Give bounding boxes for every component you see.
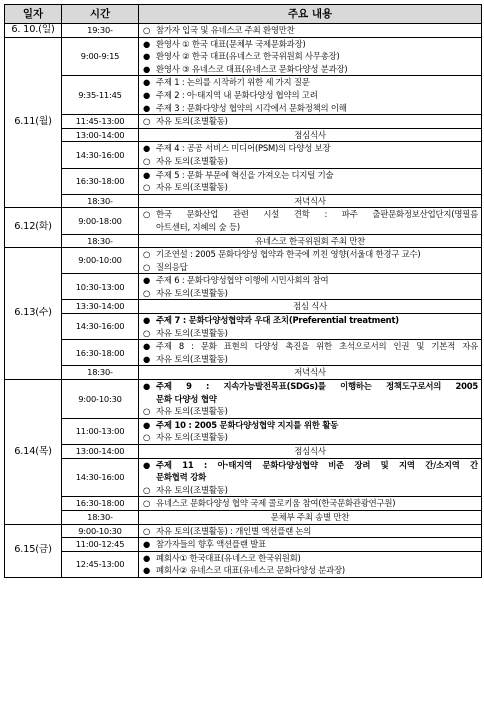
filled-bullet-icon: ● bbox=[143, 102, 151, 113]
agenda-text: 자유 토의(조별활동) bbox=[156, 353, 228, 364]
date-cell: 6.15(금) bbox=[5, 524, 62, 577]
agenda-text: 주제 10 : 2005 문화다양성협약 지지를 위한 활동 bbox=[156, 419, 339, 430]
filled-bullet-icon: ● bbox=[143, 275, 151, 286]
table-header bbox=[5, 5, 482, 24]
filled-bullet-icon: ● bbox=[143, 315, 151, 326]
table-row bbox=[5, 524, 482, 538]
open-bullet-icon: ○ bbox=[143, 261, 151, 272]
table-row bbox=[5, 76, 482, 115]
agenda-text: 문화 다양성 협약 bbox=[156, 393, 217, 404]
agenda-line bbox=[143, 261, 478, 274]
agenda-line bbox=[143, 405, 478, 418]
open-bullet-icon: ○ bbox=[143, 287, 151, 298]
meal-cell: 점심 식사 bbox=[139, 300, 482, 314]
agenda-line bbox=[143, 274, 478, 287]
agenda-line bbox=[143, 314, 478, 327]
agenda-line bbox=[143, 155, 478, 168]
agenda-line bbox=[143, 459, 478, 472]
date-cell: 6.11(월) bbox=[5, 37, 62, 208]
content-cell bbox=[139, 340, 482, 366]
agenda-line bbox=[143, 115, 478, 128]
open-bullet-icon: ○ bbox=[143, 25, 151, 35]
time-cell: 18:30- bbox=[62, 510, 139, 524]
agenda-text: 주제 7 : 문화다양성협약과 우대 조치(Preferential treatment) bbox=[156, 315, 399, 326]
agenda-text: 주제 6 : 문화다양성협약 이행에 시민사회의 참여 bbox=[156, 275, 329, 286]
meal-cell: 유네스코 한국위원회 주최 만찬 bbox=[139, 234, 482, 248]
agenda-text: 자유 토의(조별활동) bbox=[156, 155, 228, 166]
time-cell: 13:00-14:00 bbox=[62, 445, 139, 459]
table-row bbox=[5, 380, 482, 419]
agenda-line bbox=[143, 525, 478, 538]
agenda-text: 자유 토의(조별활동) : 개인별 액션플랜 논의 bbox=[156, 525, 312, 536]
agenda-line bbox=[143, 419, 478, 432]
content-cell bbox=[139, 524, 482, 538]
agenda-text: 질의응답 bbox=[156, 261, 188, 272]
time-cell: 19:30- bbox=[62, 24, 139, 38]
agenda-text: 환영사 ① 한국 대표(문체부 국제문화과장) bbox=[156, 38, 306, 49]
filled-bullet-icon: ● bbox=[143, 353, 151, 364]
filled-bullet-icon: ● bbox=[143, 565, 151, 576]
table-row bbox=[5, 314, 482, 340]
table-row bbox=[5, 551, 482, 577]
table-row bbox=[5, 445, 482, 459]
agenda-line bbox=[143, 497, 478, 510]
agenda-line bbox=[143, 169, 478, 182]
date-cell: 6.14(목) bbox=[5, 380, 62, 525]
meal-cell: 점심식사 bbox=[139, 128, 482, 142]
time-cell: 18:30- bbox=[62, 194, 139, 208]
agenda-line bbox=[143, 431, 478, 444]
filled-bullet-icon: ● bbox=[143, 381, 151, 392]
content-cell bbox=[139, 418, 482, 444]
time-cell: 18:30- bbox=[62, 366, 139, 380]
agenda-text: 주제 1 : 논의를 시작하기 위한 세 가지 질문 bbox=[156, 77, 310, 88]
time-cell: 13:00-14:00 bbox=[62, 128, 139, 142]
time-cell: 10:30-13:00 bbox=[62, 274, 139, 300]
time-cell: 11:45-13:00 bbox=[62, 115, 139, 129]
agenda-text: 자유 토의(조별활동) bbox=[156, 327, 228, 338]
table-row bbox=[5, 497, 482, 511]
time-cell: 14:30-16:00 bbox=[62, 142, 139, 168]
filled-bullet-icon: ● bbox=[143, 51, 151, 62]
open-bullet-icon: ○ bbox=[143, 525, 151, 536]
filled-bullet-icon: ● bbox=[143, 169, 151, 180]
table-row bbox=[5, 418, 482, 444]
agenda-text: 유네스코 문화다양성 협약 국제 콜로키움 참여(한국문화관광연구원) bbox=[156, 498, 396, 509]
table-row bbox=[5, 194, 482, 208]
open-bullet-icon: ○ bbox=[143, 155, 151, 166]
agenda-line bbox=[143, 102, 478, 115]
agenda-line bbox=[143, 552, 478, 565]
filled-bullet-icon: ● bbox=[143, 539, 151, 550]
agenda-line bbox=[143, 484, 478, 497]
content-cell bbox=[139, 458, 482, 497]
table-row bbox=[5, 300, 482, 314]
agenda-text: 참가자 입국 및 유네스코 주최 환영만찬 bbox=[156, 25, 295, 35]
time-cell: 9:35-11:45 bbox=[62, 76, 139, 115]
agenda-text: 폐회사② 유네스코 대표(유네스코 문화다양성 분과장) bbox=[156, 565, 345, 576]
filled-bullet-icon: ● bbox=[143, 63, 151, 74]
agenda-line bbox=[143, 248, 478, 261]
time-cell: 11:00-13:00 bbox=[62, 418, 139, 444]
filled-bullet-icon: ● bbox=[143, 341, 151, 352]
table-body bbox=[5, 24, 482, 578]
table-row bbox=[5, 142, 482, 168]
table-row bbox=[5, 458, 482, 497]
filled-bullet-icon: ● bbox=[143, 77, 151, 88]
table-row bbox=[5, 128, 482, 142]
time-cell: 16:30-18:00 bbox=[62, 168, 139, 194]
date-cell: 6. 10.(일) bbox=[5, 24, 62, 38]
open-bullet-icon: ○ bbox=[143, 498, 151, 509]
content-cell bbox=[139, 37, 482, 76]
agenda-line bbox=[143, 89, 478, 102]
filled-bullet-icon: ● bbox=[143, 143, 151, 154]
time-cell: 12:45-13:00 bbox=[62, 551, 139, 577]
agenda-line bbox=[143, 221, 478, 234]
time-cell: 9:00-9:15 bbox=[62, 37, 139, 76]
time-cell: 14:30-16:00 bbox=[62, 458, 139, 497]
table-row bbox=[5, 234, 482, 248]
table-row bbox=[5, 366, 482, 380]
header-date: 일자 bbox=[5, 5, 62, 24]
table-row bbox=[5, 274, 482, 300]
content-cell bbox=[139, 76, 482, 115]
table-row bbox=[5, 37, 482, 76]
agenda-text: 자유 토의(조별활동) bbox=[156, 287, 228, 298]
agenda-line bbox=[143, 24, 478, 37]
filled-bullet-icon: ● bbox=[143, 552, 151, 563]
time-cell: 13:30-14:00 bbox=[62, 300, 139, 314]
content-cell bbox=[139, 497, 482, 511]
header-time: 시간 bbox=[62, 5, 139, 24]
agenda-text: 환영사 ③ 유네스코 대표(유네스코 문화다양성 분과장) bbox=[156, 63, 348, 74]
content-cell bbox=[139, 168, 482, 194]
time-cell: 9:00-10:30 bbox=[62, 380, 139, 419]
open-bullet-icon: ○ bbox=[143, 182, 151, 193]
schedule-table bbox=[4, 4, 482, 578]
open-bullet-icon: ○ bbox=[143, 406, 151, 417]
table-row bbox=[5, 168, 482, 194]
agenda-line bbox=[143, 340, 478, 353]
open-bullet-icon: ○ bbox=[143, 116, 151, 127]
time-cell: 18:30- bbox=[62, 234, 139, 248]
header-content: 주요 내용 bbox=[139, 5, 482, 24]
table-row bbox=[5, 208, 482, 234]
agenda-line bbox=[143, 142, 478, 155]
time-cell: 9:00-10:30 bbox=[62, 524, 139, 538]
agenda-text: 주제 4 : 공공 서비스 미디어(PSM)의 다양성 보장 bbox=[156, 143, 331, 154]
agenda-text: 주제 8 : 문화 표현의 다양성 촉진을 위한 초석으로서의 인권 및 기본적 자유 bbox=[156, 341, 478, 352]
content-cell bbox=[139, 115, 482, 129]
meal-cell: 문체부 주최 송별 만찬 bbox=[139, 510, 482, 524]
filled-bullet-icon: ● bbox=[143, 89, 151, 100]
agenda-line bbox=[143, 471, 478, 484]
agenda-text: 자유 토의(조별활동) bbox=[156, 484, 228, 495]
filled-bullet-icon: ● bbox=[143, 38, 151, 49]
agenda-line bbox=[143, 327, 478, 340]
agenda-text: 자유 토의(조별활동) bbox=[156, 116, 228, 127]
time-cell: 9:00-10:00 bbox=[62, 248, 139, 274]
agenda-text: 주제 5 : 문화 부문에 혁신을 가져오는 디지털 기술 bbox=[156, 169, 334, 180]
table-row bbox=[5, 248, 482, 274]
content-cell bbox=[139, 538, 482, 552]
time-cell: 11:00-12:45 bbox=[62, 538, 139, 552]
agenda-line bbox=[143, 538, 478, 551]
open-bullet-icon: ○ bbox=[143, 209, 151, 220]
open-bullet-icon: ○ bbox=[143, 484, 151, 495]
content-cell bbox=[139, 208, 482, 234]
agenda-line bbox=[143, 208, 478, 221]
agenda-line bbox=[143, 564, 478, 577]
agenda-text: 자유 토의(조별활동) bbox=[156, 182, 228, 193]
agenda-line bbox=[143, 76, 478, 89]
date-cell: 6.12(화) bbox=[5, 208, 62, 248]
open-bullet-icon: ○ bbox=[143, 249, 151, 260]
table-row bbox=[5, 538, 482, 552]
agenda-text: 자유 토의(조별활동) bbox=[156, 432, 228, 443]
agenda-text: 아트센터, 지혜의 숲 등) bbox=[156, 221, 240, 232]
agenda-text: 참가자들의 향후 액션플랜 발표 bbox=[156, 539, 266, 550]
content-cell bbox=[139, 142, 482, 168]
date-cell: 6.13(수) bbox=[5, 248, 62, 380]
agenda-line bbox=[143, 38, 478, 51]
agenda-text: 환영사 ② 한국 대표(유네스코 한국위원회 사무총장) bbox=[156, 51, 340, 62]
content-cell bbox=[139, 551, 482, 577]
agenda-text: 문화협력 강화 bbox=[156, 472, 207, 483]
table-row bbox=[5, 115, 482, 129]
table-row bbox=[5, 510, 482, 524]
agenda-text: 자유 토의(조별활동) bbox=[156, 406, 228, 417]
agenda-text: 한국 문화산업 관련 시설 견학 : 파주 출판문화정보산업단지(명필름 bbox=[156, 209, 478, 220]
filled-bullet-icon: ● bbox=[143, 419, 151, 430]
agenda-text: 주제 3 : 문화다양성 협약의 시각에서 문화정책의 이해 bbox=[156, 102, 347, 113]
agenda-line bbox=[143, 287, 478, 300]
table-row bbox=[5, 24, 482, 38]
content-cell bbox=[139, 274, 482, 300]
open-bullet-icon: ○ bbox=[143, 327, 151, 338]
meal-cell: 점심식사 bbox=[139, 445, 482, 459]
agenda-text: 기조연설 : 2005 문화다양성 협약과 한국에 끼친 영향(서울대 한경구 교수) bbox=[156, 249, 421, 260]
content-cell bbox=[139, 380, 482, 419]
agenda-text: 주제 9 : 지속가능발전목표(SDGs)를 이행하는 정책도구로서의 2005 bbox=[156, 381, 478, 392]
content-cell bbox=[139, 314, 482, 340]
agenda-line bbox=[143, 353, 478, 366]
agenda-line bbox=[143, 50, 478, 63]
agenda-line bbox=[143, 63, 478, 76]
open-bullet-icon: ○ bbox=[143, 432, 151, 443]
table-row bbox=[5, 340, 482, 366]
agenda-text: 폐회사① 한국대표(유네스코 한국위원회) bbox=[156, 552, 301, 563]
agenda-line bbox=[143, 380, 478, 393]
content-cell bbox=[139, 248, 482, 274]
time-cell: 16:30-18:00 bbox=[62, 340, 139, 366]
time-cell: 9:00-18:00 bbox=[62, 208, 139, 234]
meal-cell: 저녁식사 bbox=[139, 194, 482, 208]
agenda-text: 주제 2 : 아·태지역 내 문화다양성 협약의 고려 bbox=[156, 89, 318, 100]
meal-cell: 저녁식사 bbox=[139, 366, 482, 380]
header-row bbox=[5, 5, 482, 24]
time-cell: 14:30-16:00 bbox=[62, 314, 139, 340]
filled-bullet-icon: ● bbox=[143, 459, 151, 470]
agenda-line bbox=[143, 393, 478, 406]
agenda-text: 주제 11 : 아·태지역 문화다양성협약 비준 장려 및 지역 간/소지역 간 bbox=[156, 459, 478, 470]
time-cell: 16:30-18:00 bbox=[62, 497, 139, 511]
content-cell bbox=[139, 24, 482, 38]
agenda-line bbox=[143, 181, 478, 194]
